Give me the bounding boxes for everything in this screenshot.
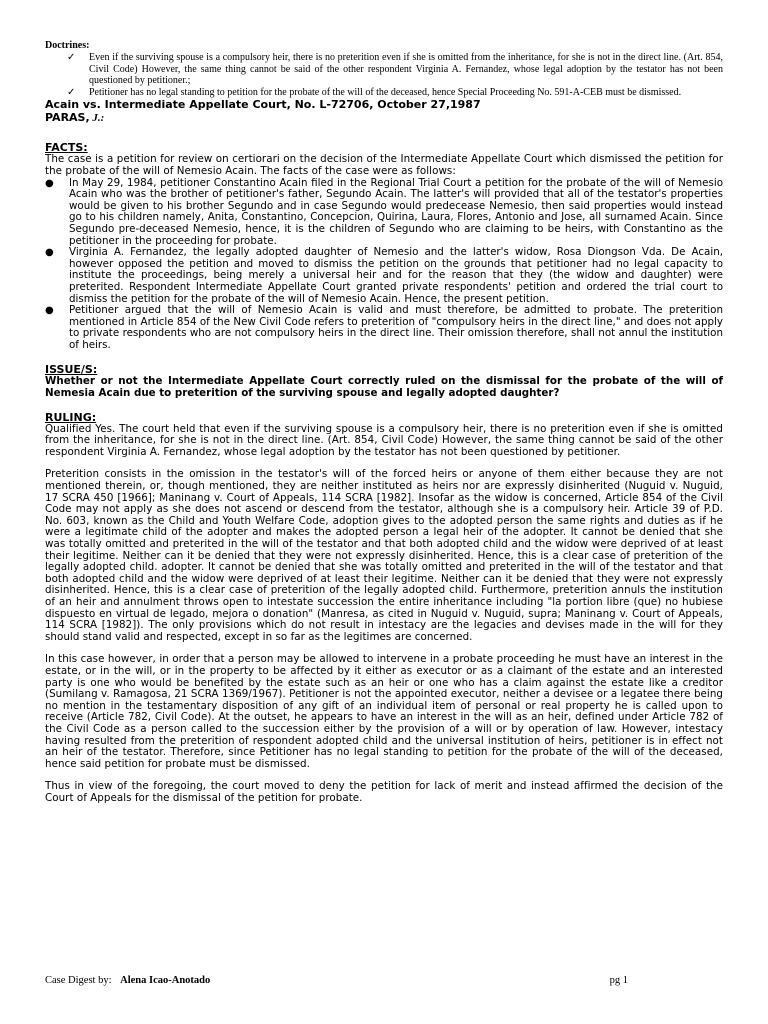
ponente-suffix: J.: (89, 112, 105, 125)
fact-item (45, 247, 723, 305)
ruling-paragraph: Qualified Yes. The court held that even if the surviving spouse is a compulsory heir, there is no preterition even if she is omitted from the inheritance, for she is not in the direct line. (Art. 854, Civil Code) However, the same thing cannot be said of the other respondent Virginia A. Fernandez, whose legal adoption by the testator has not been questioned by petitioner. (45, 422, 723, 458)
ruling-heading: RULING: (45, 410, 97, 424)
facts-intro: The case is a petition for review on certiorari on the decision of the Intermediate Appellate Court which dismissed the petition for the probate of the will of Nemesio Acain. The facts of the case were as follows: (45, 153, 723, 177)
fact-text: Petitioner argued that the will of Nemesio Acain is valid and must therefore, be admitted to probate. The preterition mentioned in Article 854 of the New Civil Code refers to preterition of "compulsory heirs in the direct line," and does not apply to private respondents who are not compulsory heirs in the direct line. Their omission therefore, shall not annul the institution of heirs. (69, 304, 723, 351)
facts-heading: FACTS: (45, 141, 88, 155)
footer-author: Alena Icao-Anotado (120, 975, 211, 986)
fact-text: Virginia A. Fernandez, the legally adopted daughter of Nemesio and the latter's widow, Rosa Diongson Vda. De Acain, however opposed the petition and moved to dismiss the petition on the grounds that petitioner had no legal capacity to institute the proceedings, being merely a universal heir and for the reason that they (the widow and daughter) were preterited. Respondent Intermediate Appellate Court granted private respondents' petition and ordered the trial court to dismiss the petition for the probate of the will of Nemesio Acain. Hence, the present petition. (69, 246, 723, 305)
doctrine-text: Even if the surviving spouse is a compulsory heir, there is no preterition even if she is omitted from the inheritance, for she is not in the direct line. (Art. 854, Civil Code) However, the same thing cannot be said of the other respondent Virginia A. Fernandez, whose legal adoption by the testator has not been questioned by petitioner.; (89, 52, 723, 87)
facts-list (45, 178, 723, 352)
fact-item (45, 178, 723, 248)
bullet-icon: ● (45, 305, 54, 317)
ruling-paragraph: Preterition consists in the omission in the testator's will of the forced heirs or anyone of them either because they are not mentioned therein, or, though mentioned, they are neither instituted as heirs nor are expressly disinherited (Nuguid v. Nuguid, 17 SCRA 450 [1966]; Maninang v. Court of Appeals, 114 SCRA [1982]. Insofar as the widow is concerned, Article 854 of the Civil Code may not apply as she does not ascend or descend from the testator, although she is a compulsory heir. Article 39 of P.D. No. 603, known as the Child and Youth Welfare Code, adoption gives to the adopted person the same rights and duties as if he were a legitimate child of the adopter and makes the adopted person a legal heir of the adopter. It cannot be denied that she was totally omitted and preterited in the will of the testator and that both adopted child and the widow were deprived of at least their legitime. Neither can it be denied that they were not expressly disinherited. Hence, this is a clear case of preterition of the legally adopted child. adopter. It cannot be denied that she was totally omitted and preterited in the will of the testator and that both adopted child and the widow were deprived of at least their legitime. Neither can it be denied that they were not expressly disinherited. Hence, this is a clear case of preterition of the legally adopted child. Furthermore, preterition annuls the institution of an heir and annulment throws open to intestate succession the entire inheritance including "la portion libre (que) no hubiese dispuesto en virtual de legado, mejora o donation" (Manresa, as cited in Nuguid v. Nuguid, supra; Maninang v. Court of Appeals, 114 SCRA [1982]). The only provisions which do not result in intestacy are the legacies and devises made in the will for they should stand valid and respected, except in so far as the legitimes are concerned. (45, 468, 723, 643)
fact-item (45, 305, 723, 351)
page-number: pg 1 (609, 975, 628, 986)
issues-heading: ISSUE/S: (45, 363, 98, 377)
bullet-icon: ● (45, 177, 54, 189)
fact-text: In May 29, 1984, petitioner Constantino Acain filed in the Regional Trial Court a petition for the probate of the will of Nemesio Acain who was the brother of petitioner's father, Segundo Acain. The latter's will provided that all of the testator's properties would be given to his brother Segundo and in case Segundo would predecease Nemesio, then said properties would instead go to his children namely, Anita, Constantino, Concepcion, Quirina, Laura, Flores, Antonio and Jose, all surnamed Acain. Since Segundo pre-deceased Nemesio, hence, it is the children of Segundo who are claiming to be heirs, with Constantino as the petitioner in the proceeding for probate. (69, 176, 723, 247)
ruling-paragraph: In this case however, in order that a person may be allowed to intervene in a probate proceeding he must have an interest in the estate, or in the will, or in the property to be affected by it either as executor or as a claimant of the estate and an interested party is one who would be benefited by the estate such as an heir or one who has a claim against the estate like a creditor (Sumilang v. Ramagosa, 21 SCRA 1369/1967). Petitioner is not the appointed executor, neither a devisee or a legatee there being no mention in the testamentary disposition of any gift of an individual item of personal or real property he is called upon to receive (Article 782, Civil Code). At the outset, he appears to have an interest in the will as an heir, defined under Article 782 of the Civil Code as a person called to the succession either by the provision of a will or by operation of law. However, intestacy having resulted from the preterition of respondent adopted child and the universal institution of heirs, petitioner is in effect not an heir of the testator. Therefore, since Petitioner has no legal standing to petition for the probate of the will of the deceased, hence said petition for probate must be dismissed. (45, 653, 723, 770)
footer-label: Case Digest by: (45, 975, 112, 986)
doctrine-item (67, 87, 723, 99)
ruling-paragraph: Thus in view of the foregoing, the court moved to deny the petition for lack of merit and instead affirmed the decision of the Court of Appeals for the dismissal of the petition for probate. (45, 780, 723, 804)
doctrine-item (67, 52, 723, 87)
ponente-name: PARAS, (45, 111, 90, 125)
checkmark-icon: ✓ (67, 52, 76, 63)
issue-text: Whether or not the Intermediate Appellate Court correctly ruled on the dismissal for the probate of the will of Nemesia Acain due to preterition of the surviving spouse and legally adopted daughter? (45, 375, 723, 400)
checkmark-icon: ✓ (67, 86, 76, 98)
page-footer (45, 975, 723, 991)
doctrines-list (45, 52, 723, 98)
document-page (45, 40, 723, 804)
case-title: Acain vs. Intermediate Appellate Court, No. L-72706, October 27,1987 (45, 98, 481, 112)
bullet-icon: ● (45, 247, 54, 259)
doctrines-label: Doctrines: (45, 40, 90, 51)
ponente (45, 111, 723, 125)
doctrine-text: Petitioner has no legal standing to petition for the probate of the will of the deceased, hence Special Proceeding No. 591-A-CEB must be dismissed. (89, 86, 682, 98)
